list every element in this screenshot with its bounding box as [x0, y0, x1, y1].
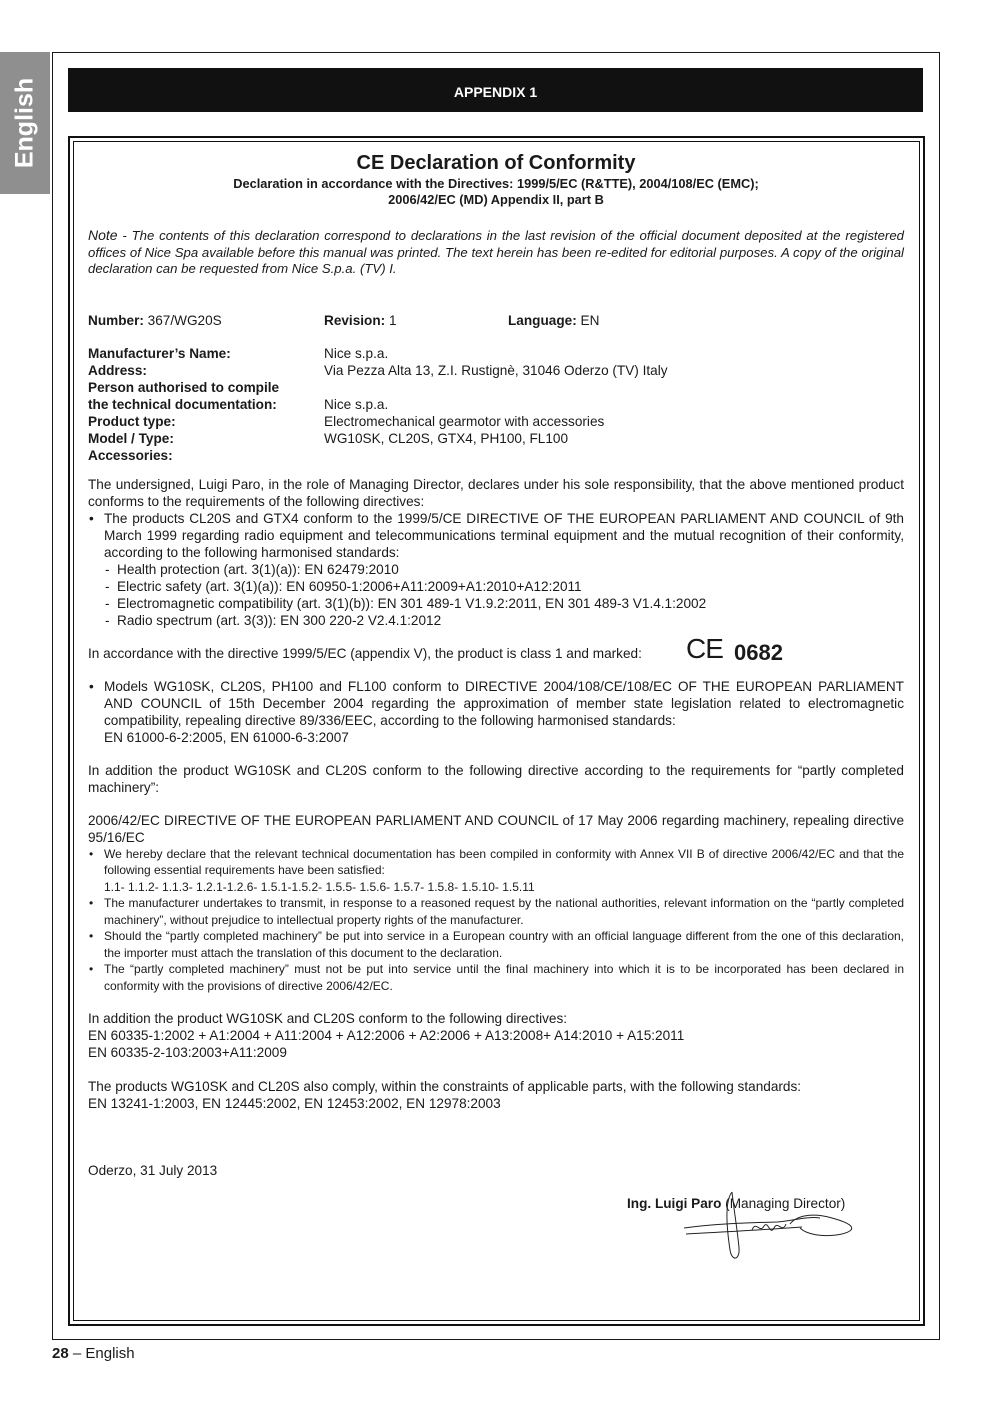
comply-line: EN 13241-1:2003, EN 12445:2002, EN 12453:2002, EN 12978:2003	[88, 1096, 501, 1111]
additional-line: EN 60335-2-103:2003+A11:2009	[88, 1045, 287, 1060]
additional-intro: In addition the product WG10SK and CL20S conform to the following directives:	[88, 1011, 568, 1026]
machinery-bullet: • The “partly completed machinery” must not be put into service until the final machinery into which it is to be incorporated has been declared in conformity with the provisions of directive 2006/42/EC.	[88, 961, 904, 994]
notified-body-number: 0682	[734, 639, 783, 665]
note-paragraph	[88, 227, 904, 278]
subtitle-line-1: Declaration in accordance with the Directives: 1999/5/EC (R&TTE), 2004/108/EC (EMC);	[233, 176, 759, 191]
detail-row: Model / Type: WG10SK, CL20S, GTX4, PH100, FL100	[88, 430, 569, 446]
machinery-directive: 2006/42/EC DIRECTIVE OF THE EUROPEAN PARLIAMENT AND COUNCIL of 17 May 2006 regarding machinery, repealing directive 95/16/EC	[88, 812, 904, 845]
rtte-list	[88, 510, 904, 629]
handwritten-signature	[682, 1190, 882, 1265]
signature-block	[627, 1196, 907, 1276]
ce-mark-line	[88, 632, 904, 673]
detail-row: Product type: Electromechanical gearmotor with accessories	[88, 413, 605, 429]
standard-item: - Radio spectrum (art. 3(3)): EN 300 220-2 V2.4.1:2012	[104, 612, 904, 629]
detail-row: Person authorised to compile	[88, 379, 280, 395]
detail-row: the technical documentation: Nice s.p.a.	[88, 396, 389, 412]
emc-bullet: • Models WG10SK, CL20S, PH100 and FL100 conform to DIRECTIVE 2004/108/CE/108/EC OF THE EUROPEAN PARLIAMENT AND COUNCIL of 15th December 2004 regarding the approximation of member state legislation related to electromagnetic compatibility, repealing directive 89/336/EEC, according to the following harmonised standards: EN 61000-6-2:2005, EN 61000-6-3:2007	[88, 678, 904, 746]
standard-item: - Electromagnetic compatibility (art. 3(1)(b)): EN 301 489-1 V1.9.2:2011, EN 301 489-3 V1.4.1:2002	[104, 595, 904, 612]
number-field: Number: 367/WG20S	[88, 312, 222, 328]
place-date: Oderzo, 31 July 2013	[88, 1163, 218, 1178]
note-text: - The contents of this declaration correspond to declarations in the last revision of the official document deposited at the registered offices of Nice Spa available before this manual was printed. The text herein has been re-edited for editorial purposes. A copy of the original declaration can be requested from Nice S.p.a. (TV) I.	[88, 228, 904, 276]
appendix-banner: APPENDIX 1	[68, 68, 923, 112]
declaration-title: CE Declaration of Conformity	[356, 152, 636, 174]
emc-standards: EN 61000-6-2:2005, EN 61000-6-3:2007	[104, 729, 349, 745]
standard-item: - Electric safety (art. 3(1)(a)): EN 60950-1:2006+A11:2009+A1:2010+A12:2011	[104, 578, 904, 595]
partly-completed-paragraph: In addition the product WG10SK and CL20S conform to the following directive according to the requirements for “partly completed machinery”:	[88, 762, 904, 795]
footer-language: English	[85, 1345, 135, 1362]
declaration-subtitle	[88, 176, 904, 208]
detail-row: Manufacturer’s Name: Nice s.p.a.	[88, 345, 389, 361]
intro-paragraph: The undersigned, Luigi Paro, in the role of Managing Director, declares under his sole responsibility, that the above mentioned product conforms to the requirements of the following directives:	[88, 476, 904, 509]
signatory-name: Ing. Luigi Paro	[627, 1196, 722, 1211]
machinery-bullet: • Should the “partly completed machinery” be put into service in a European country with an official language different from the one of this declaration, the importer must attach the translation of this document to the declaration.	[88, 928, 904, 961]
detail-row: Accessories:	[88, 447, 173, 463]
language-field: Language: EN	[508, 312, 600, 328]
language-side-tab	[0, 52, 50, 194]
machinery-bullet: • We hereby declare that the relevant technical documentation has been compiled in conformity with Annex VII B of directive 2006/42/EC and that the following essential requirements have been satisfied: 1.1- 1.1.2- 1.1.3- 1.2.1-1.2.6- 1.5.1-1.5.2- 1.5.5- 1.5.6- 1.5.7- 1.5.8- 1.5.10- 1.5.11	[88, 846, 904, 896]
detail-row: Address: Via Pezza Alta 13, Z.I. Rustignè, 31046 Oderzo (TV) Italy	[88, 362, 668, 378]
additional-line: EN 60335-1:2002 + A1:2004 + A11:2004 + A12:2006 + A2:2006 + A13:2008+ A14:2010 + A15:2011	[88, 1028, 685, 1043]
details-block	[88, 345, 904, 464]
subtitle-line-2: 2006/42/EC (MD) Appendix II, part B	[388, 192, 604, 207]
page-number: 28	[52, 1345, 69, 1362]
rtte-bullet: • The products CL20S and GTX4 conform to the 1999/5/CE DIRECTIVE OF THE EUROPEAN PARLIAMENT AND COUNCIL of 9th March 1999 regarding radio equipment and telecommunications terminal equipment and the mutual recognition of their conformity, according to the following harmonised standards: - Health protection (art. 3(1)(a)): EN 62479:2010 - Electric safety (art. 3(1)(a)): EN 60950-1:2006+A11:2009+A1:2010+A12:2011 - Electromagnetic compatibility (art. 3(1)(b)): EN 301 489-1 V1.9.2:2011, EN 301 489-3 V1.4.1:2002 - Radio spectrum (art. 3(3)): EN 300 220-2 V2.4.1:2012	[88, 510, 904, 629]
declaration-content	[88, 150, 904, 1179]
revision-field: Revision: 1	[324, 312, 397, 328]
machinery-list	[88, 846, 904, 995]
side-tab-label: English	[10, 77, 39, 169]
additional-directives	[88, 1010, 904, 1061]
standard-item: - Health protection (art. 3(1)(a)): EN 62479:2010	[104, 561, 904, 578]
essential-requirements: 1.1- 1.1.2- 1.1.3- 1.2.1-1.2.6- 1.5.1-1.5.2- 1.5.5- 1.5.6- 1.5.7- 1.5.8- 1.5.10- 1.5.11	[104, 879, 535, 894]
note-label: Note	[88, 227, 118, 243]
machinery-bullet: • The manufacturer undertakes to transmit, in response to a reasoned request by the national authorities, relevant information on the “partly completed machinery”, without prejudice to intellectual property rights of the manufacturer.	[88, 895, 904, 928]
ce-mark-logo: CE	[686, 632, 723, 664]
comply-standards	[88, 1078, 904, 1112]
ce-text: In accordance with the directive 1999/5/EC (appendix V), the product is class 1 and marked:	[88, 645, 642, 661]
meta-row	[88, 312, 904, 329]
page-footer: 28 – English	[52, 1345, 135, 1362]
signatory-role: (Managing Director)	[721, 1196, 846, 1211]
emc-list	[88, 678, 904, 746]
comply-intro: The products WG10SK and CL20S also comply, within the constraints of applicable parts, with the following standards:	[88, 1079, 802, 1094]
rtte-standards	[88, 561, 904, 629]
